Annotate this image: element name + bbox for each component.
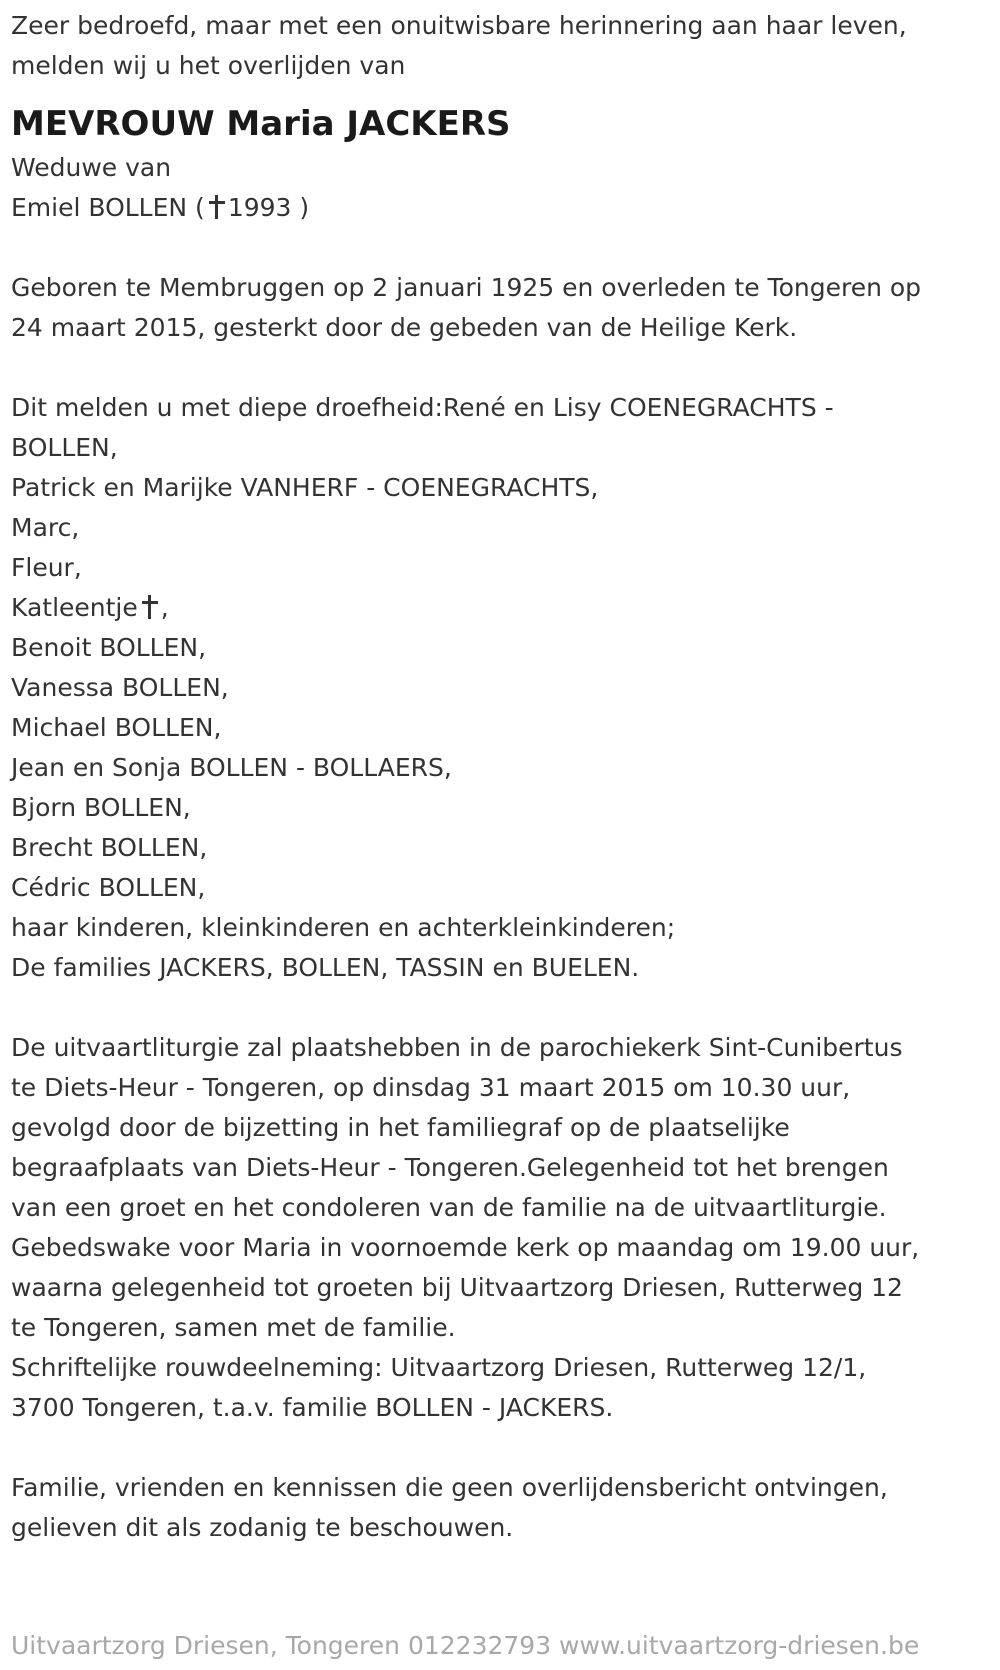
funeral-line: te Tongeren, samen met de familie. — [11, 1313, 456, 1342]
funeral-line: begraafplaats van Diets-Heur - Tongeren.Gelegenheid tot het brengen — [11, 1153, 889, 1182]
mourner-line: Dit melden u met diepe droefheid:René en Lisy COENEGRACHTS - — [11, 393, 834, 422]
mourner-line-deceased-child — [11, 588, 991, 628]
spouse-name: Emiel BOLLEN ( — [11, 193, 205, 222]
funeral-home-footer: Uitvaartzorg Driesen, Tongeren 012232793 www.uitvaartzorg-driesen.be — [11, 1631, 920, 1660]
deceased-child-suffix: , — [160, 593, 169, 622]
funeral-line: waarna gelegenheid tot groeten bij Uitvaartzorg Driesen, Rutterweg 12 — [11, 1273, 903, 1302]
closing-line: Familie, vrienden en kennissen die geen overlijdensbericht ontvingen, — [11, 1473, 888, 1502]
funeral-line: Gebedswake voor Maria in voornoemde kerk op maandag om 19.00 uur, — [11, 1233, 920, 1262]
closing-paragraph — [11, 1468, 991, 1548]
mourner-line: haar kinderen, kleinkinderen en achterkleinkinderen; — [11, 913, 676, 942]
mourner-line: BOLLEN, — [11, 433, 118, 462]
mourner-line: Patrick en Marijke VANHERF - COENEGRACHTS, — [11, 473, 599, 502]
mourner-line: Bjorn BOLLEN, — [11, 793, 191, 822]
funeral-line: De uitvaartliturgie zal plaatshebben in de parochiekerk Sint-Cunibertus — [11, 1033, 903, 1062]
mourner-line: Benoit BOLLEN, — [11, 633, 207, 662]
funeral-line: te Diets-Heur - Tongeren, op dinsdag 31 maart 2015 om 10.30 uur, — [11, 1073, 851, 1102]
birth-death-line: Geboren te Membruggen op 2 januari 1925 en overleden te Tongeren op — [11, 273, 922, 302]
obituary-notice — [11, 6, 991, 1548]
cross-icon — [141, 595, 159, 619]
mourner-line: Marc, — [11, 513, 80, 542]
mourner-line: Fleur, — [11, 553, 82, 582]
cross-icon — [208, 195, 226, 219]
mourner-line: De families JACKERS, BOLLEN, TASSIN en BUELEN. — [11, 953, 640, 982]
funeral-line: 3700 Tongeren, t.a.v. familie BOLLEN - JACKERS. — [11, 1393, 614, 1422]
intro-line: Zeer bedroefd, maar met een onuitwisbare herinnering aan haar leven, — [11, 11, 907, 40]
mourner-line: Cédric BOLLEN, — [11, 873, 206, 902]
funeral-details-paragraph — [11, 1028, 991, 1428]
closing-line: gelieven dit als zodanig te beschouwen. — [11, 1513, 514, 1542]
birth-death-line: 24 maart 2015, gesterkt door de gebeden van de Heilige Kerk. — [11, 313, 798, 342]
mourner-line: Jean en Sonja BOLLEN - BOLLAERS, — [11, 753, 452, 782]
spouse-death-year: 1993 ) — [227, 193, 310, 222]
intro-line: melden wij u het overlijden van — [11, 51, 406, 80]
spouse-line — [11, 188, 991, 228]
mourner-line: Michael BOLLEN, — [11, 713, 222, 742]
spouse-block — [11, 148, 991, 228]
widow-of-label: Weduwe van — [11, 153, 172, 182]
birth-death-paragraph — [11, 268, 991, 348]
deceased-child-name: Katleentje — [11, 593, 138, 622]
deceased-name: MEVROUW Maria JACKERS — [11, 104, 511, 144]
funeral-line: gevolgd door de bijzetting in het familiegraf op de plaatselijke — [11, 1113, 790, 1142]
mourners-list — [11, 388, 991, 988]
funeral-line: Schriftelijke rouwdeelneming: Uitvaartzorg Driesen, Rutterweg 12/1, — [11, 1353, 867, 1382]
mourner-line: Brecht BOLLEN, — [11, 833, 208, 862]
mourner-line: Vanessa BOLLEN, — [11, 673, 229, 702]
funeral-line: van een groet en het condoleren van de familie na de uitvaartliturgie. — [11, 1193, 887, 1222]
intro-paragraph — [11, 6, 991, 86]
